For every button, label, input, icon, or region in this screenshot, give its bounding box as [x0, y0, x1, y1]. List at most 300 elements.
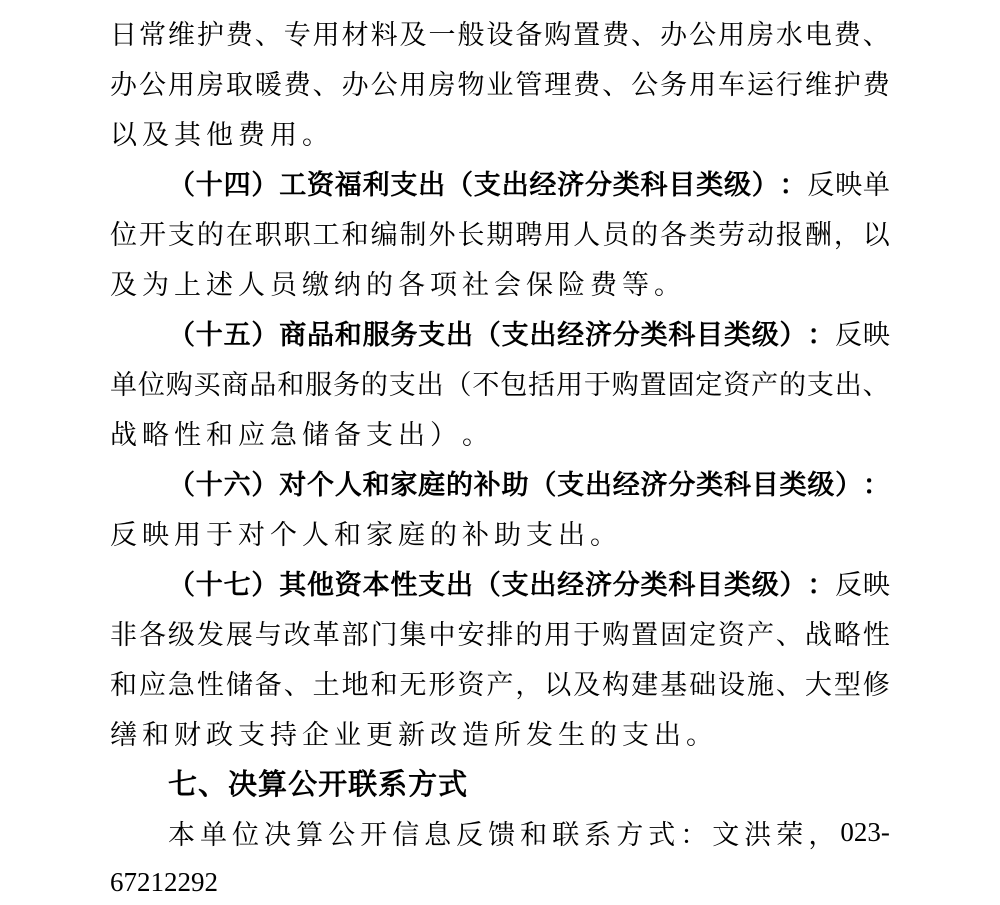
- text-line: [110, 807, 890, 857]
- text-run: 的: [196, 219, 224, 250]
- text-run: 的: [590, 719, 617, 750]
- text-run: 信: [392, 819, 420, 850]
- text-run: 型: [833, 669, 861, 700]
- text-run: 商: [279, 319, 307, 350]
- text-run: 无: [399, 669, 427, 700]
- text-run: 买: [193, 369, 221, 400]
- text-run: 利: [362, 169, 390, 200]
- text-run: 的: [515, 619, 543, 650]
- text-run: 开: [318, 768, 348, 801]
- text-run: 类: [640, 569, 668, 600]
- text-run: 十: [195, 169, 223, 200]
- text-run: 工: [312, 219, 340, 250]
- text-run: 四: [223, 169, 251, 200]
- text-run: 商: [221, 369, 249, 400]
- text-run: 支: [418, 569, 446, 600]
- text-run: 资: [306, 169, 334, 200]
- text-run: 员: [602, 219, 630, 250]
- text-run: ：: [680, 819, 708, 850]
- text-line: [110, 857, 890, 905]
- text-run: 和: [110, 669, 137, 700]
- text-run: 费: [590, 269, 617, 300]
- text-run: 固: [660, 619, 688, 650]
- text-run: 科: [723, 469, 751, 500]
- text-run: 略: [142, 419, 169, 450]
- text-run: 土: [312, 669, 340, 700]
- text-run: 助: [494, 519, 521, 550]
- text-run: 专: [283, 19, 311, 50]
- text-run: 庭: [418, 469, 446, 500]
- text-run: 五: [223, 319, 251, 350]
- text-run: 缮: [110, 719, 137, 750]
- text-run: 资: [457, 669, 485, 700]
- text-run: 补: [462, 519, 489, 550]
- text-run: 支: [806, 369, 834, 400]
- text-run: 出: [501, 169, 529, 200]
- text-run: 反: [456, 819, 484, 850]
- text-run: 和: [277, 369, 305, 400]
- text-run: 一: [428, 19, 456, 50]
- text-run: 急: [270, 419, 297, 450]
- para-item-16-individual-family-subsidy: [110, 457, 890, 557]
- text-run: 储: [225, 669, 253, 700]
- text-run: 所: [494, 719, 521, 750]
- text-run: 位: [110, 219, 137, 250]
- text-run: 日: [110, 19, 137, 50]
- text-run: 集: [399, 619, 427, 650]
- text-run: 出: [416, 369, 444, 400]
- text-run: 护: [196, 19, 224, 50]
- text-run: 、: [198, 768, 228, 801]
- text-run: 材: [341, 19, 369, 50]
- text-run: 定: [695, 369, 723, 400]
- text-run: 业: [486, 69, 514, 100]
- text-run: ：: [807, 319, 835, 350]
- text-run: 67212292: [110, 866, 218, 897]
- text-run: 方: [408, 768, 438, 801]
- text-run: 出: [445, 319, 473, 350]
- text-line: [110, 207, 890, 257]
- text-run: 维: [804, 69, 832, 100]
- text-run: ，: [515, 669, 543, 700]
- text-run: 用: [167, 69, 195, 100]
- text-run: 造: [462, 719, 489, 750]
- text-run: 用: [399, 69, 427, 100]
- text-run: 业: [334, 719, 361, 750]
- text-run: 备: [334, 419, 361, 450]
- text-run: 类: [689, 219, 717, 250]
- text-line: [110, 707, 890, 757]
- text-run: （: [168, 169, 195, 200]
- text-run: 常: [138, 19, 166, 50]
- text-run: 算: [258, 768, 288, 801]
- text-run: 不: [472, 369, 500, 400]
- text-run: 科: [668, 319, 696, 350]
- text-run: 购: [544, 19, 572, 50]
- text-run: 经: [557, 319, 585, 350]
- text-run: 、: [862, 19, 890, 50]
- text-run: 映: [835, 169, 863, 200]
- text-run: 用: [174, 519, 201, 550]
- text-run: 023-: [840, 816, 890, 847]
- text-run: 的: [631, 219, 659, 250]
- text-run: 级: [167, 619, 195, 650]
- text-run: 车: [718, 69, 746, 100]
- text-run: 和: [520, 819, 548, 850]
- text-run: 费: [238, 119, 265, 150]
- text-run: 支: [388, 369, 416, 400]
- text-run: 出: [584, 469, 612, 500]
- text-run: 水: [775, 19, 803, 50]
- text-run: 个: [270, 519, 297, 550]
- text-run: 述: [206, 269, 233, 300]
- text-run: （: [444, 369, 472, 400]
- text-run: 财: [174, 719, 201, 750]
- text-line: [110, 157, 890, 207]
- text-run: 修: [862, 669, 890, 700]
- text-run: 济: [584, 319, 612, 350]
- text-line: [110, 357, 890, 407]
- text-run: 用: [718, 19, 746, 50]
- text-run: 费: [833, 19, 861, 50]
- text-run: 出: [529, 569, 557, 600]
- text-run: 管: [515, 69, 543, 100]
- text-line: [110, 307, 890, 357]
- text-run: 联: [348, 768, 378, 801]
- text-run: 出: [558, 519, 585, 550]
- text-run: 六: [223, 469, 251, 500]
- text-run: 类: [723, 569, 751, 600]
- text-run: 缴: [302, 269, 329, 300]
- text-run: 新: [398, 719, 425, 750]
- text-run: 七: [223, 569, 251, 600]
- text-run: 用: [312, 19, 340, 50]
- text-run: 务: [390, 319, 418, 350]
- text-run: 支: [366, 419, 393, 450]
- text-run: 办: [110, 69, 137, 100]
- text-run: ）: [779, 569, 807, 600]
- text-run: 险: [558, 269, 585, 300]
- text-run: 战: [804, 619, 832, 650]
- text-run: 备: [254, 669, 282, 700]
- text-run: 资: [718, 619, 746, 650]
- text-run: 本: [362, 569, 390, 600]
- text-run: 设: [486, 19, 514, 50]
- text-run: 各: [398, 269, 425, 300]
- text-run: 式: [438, 768, 468, 801]
- text-run: 费: [225, 19, 253, 50]
- text-run: 购: [165, 369, 193, 400]
- text-run: 理: [544, 69, 572, 100]
- text-run: 用: [689, 69, 717, 100]
- text-run: 荣: [776, 819, 804, 850]
- text-run: 决: [228, 768, 258, 801]
- text-run: 分: [612, 319, 640, 350]
- text-run: 形: [428, 669, 456, 700]
- text-run: 持: [270, 719, 297, 750]
- text-run: 工: [279, 169, 307, 200]
- text-run: 经: [529, 169, 557, 200]
- text-run: ）: [430, 419, 457, 450]
- para-daily-expenses-continuation: [110, 7, 890, 157]
- text-line: [110, 757, 890, 807]
- text-run: ：: [779, 169, 807, 200]
- text-run: 略: [833, 619, 861, 650]
- text-run: 洪: [744, 819, 772, 850]
- text-run: 联: [552, 819, 580, 850]
- text-run: 中: [428, 619, 456, 650]
- text-run: 办: [660, 19, 688, 50]
- text-run: 福: [334, 169, 362, 200]
- text-run: 用: [556, 369, 583, 400]
- text-run: 置: [573, 19, 601, 50]
- text-run: 编: [370, 219, 398, 250]
- text-run: 建: [631, 669, 659, 700]
- text-run: 务: [333, 369, 360, 400]
- text-run: 聘: [515, 219, 543, 250]
- text-run: 出: [654, 719, 681, 750]
- text-run: 支: [390, 169, 418, 200]
- text-run: 及: [142, 119, 169, 150]
- text-line: [110, 507, 890, 557]
- text-run: 品: [249, 369, 277, 400]
- text-run: ）: [751, 169, 779, 200]
- text-run: 类: [640, 319, 668, 350]
- text-run: 系: [584, 819, 612, 850]
- text-run: 公: [138, 69, 166, 100]
- text-run: 十: [195, 569, 223, 600]
- text-run: 人: [238, 269, 265, 300]
- text-line: [110, 7, 890, 57]
- text-run: 安: [457, 619, 485, 650]
- text-run: 报: [775, 219, 803, 250]
- text-run: 公: [370, 69, 398, 100]
- text-run: 费: [283, 69, 311, 100]
- text-run: 产: [486, 669, 514, 700]
- text-run: 出: [398, 419, 425, 450]
- text-run: 房: [428, 69, 456, 100]
- text-run: 产: [751, 369, 779, 400]
- text-run: 方: [616, 819, 644, 850]
- text-run: 科: [668, 569, 696, 600]
- text-run: 级: [751, 319, 779, 350]
- text-run: ）: [251, 319, 279, 350]
- text-line: [110, 257, 890, 307]
- text-run: 和: [362, 469, 390, 500]
- text-run: 急: [167, 669, 195, 700]
- text-run: 单: [110, 369, 137, 400]
- text-run: 其: [279, 569, 307, 600]
- text-run: 各: [660, 219, 688, 250]
- text-run: 项: [430, 269, 457, 300]
- text-run: 级: [751, 569, 779, 600]
- text-run: 开: [138, 219, 166, 250]
- text-run: 定: [689, 619, 717, 650]
- text-run: 的: [366, 269, 393, 300]
- text-run: 长: [457, 219, 485, 250]
- text-run: 他: [206, 119, 233, 150]
- text-run: 性: [196, 669, 224, 700]
- text-run: 、: [862, 369, 890, 400]
- text-run: 地: [341, 669, 369, 700]
- text-run: 系: [378, 768, 408, 801]
- text-run: 生: [558, 719, 585, 750]
- text-run: ，: [833, 219, 861, 250]
- text-run: 及: [573, 669, 601, 700]
- text-run: 为: [142, 269, 169, 300]
- text-run: 资: [334, 569, 362, 600]
- text-run: 门: [370, 619, 398, 650]
- text-run: 支: [501, 569, 529, 600]
- text-run: 算: [296, 819, 324, 850]
- text-run: 般: [457, 19, 485, 50]
- text-run: （: [473, 319, 501, 350]
- document-page: [110, 0, 890, 905]
- para-contact-info: [110, 807, 890, 905]
- text-run: 产: [746, 619, 774, 650]
- text-run: 公: [631, 69, 659, 100]
- text-run: 房: [746, 19, 774, 50]
- text-run: 的: [779, 369, 806, 400]
- text-run: 电: [804, 19, 832, 50]
- text-run: 期: [486, 219, 514, 250]
- text-run: （: [445, 169, 473, 200]
- text-run: 置: [631, 619, 659, 650]
- text-run: 分: [612, 569, 640, 600]
- text-run: 部: [341, 619, 369, 650]
- text-run: 制: [399, 219, 427, 250]
- heading-section-7-contact: [110, 757, 890, 807]
- text-run: 庭: [398, 519, 425, 550]
- text-line: [110, 557, 890, 607]
- text-run: 发: [196, 619, 224, 650]
- text-run: 。: [590, 519, 617, 550]
- text-run: 用: [270, 119, 297, 150]
- text-run: 支: [167, 219, 195, 250]
- text-run: ：: [807, 569, 835, 600]
- text-run: 大: [804, 669, 832, 700]
- text-run: 支: [526, 519, 553, 550]
- text-run: 他: [306, 569, 334, 600]
- text-run: 的: [360, 369, 388, 400]
- text-run: 、: [283, 669, 311, 700]
- text-run: 于: [573, 619, 601, 650]
- text-run: 的: [430, 519, 457, 550]
- text-run: 。: [654, 269, 681, 300]
- text-run: 类: [696, 169, 724, 200]
- text-run: 用: [544, 219, 572, 250]
- text-run: 和: [142, 719, 169, 750]
- text-run: （: [168, 469, 195, 500]
- text-run: 分: [584, 169, 612, 200]
- text-run: 支: [622, 719, 649, 750]
- text-run: 支: [557, 469, 585, 500]
- text-run: 七: [168, 768, 198, 801]
- text-run: 和: [334, 319, 362, 350]
- text-run: 公: [328, 819, 356, 850]
- text-run: 置: [639, 369, 667, 400]
- text-run: 房: [196, 69, 224, 100]
- text-run: 类: [696, 469, 724, 500]
- text-run: 购: [602, 619, 630, 650]
- text-run: 映: [142, 519, 169, 550]
- text-line: [110, 107, 890, 157]
- text-run: 式: [648, 819, 676, 850]
- text-run: （: [168, 569, 195, 600]
- text-run: 映: [862, 319, 890, 350]
- text-run: 对: [279, 469, 307, 500]
- text-run: 出: [834, 369, 862, 400]
- text-run: ）: [251, 169, 279, 200]
- text-run: 企: [302, 719, 329, 750]
- text-run: 、: [775, 619, 803, 650]
- text-run: 资: [723, 369, 751, 400]
- text-run: 更: [366, 719, 393, 750]
- text-run: 和: [334, 519, 361, 550]
- text-run: 与: [254, 619, 282, 650]
- text-run: 于: [583, 369, 611, 400]
- text-run: 等: [622, 269, 649, 300]
- text-line: [110, 57, 890, 107]
- text-run: ）: [835, 469, 863, 500]
- text-run: （: [473, 569, 501, 600]
- text-run: 应: [138, 669, 166, 700]
- text-run: 品: [306, 319, 334, 350]
- text-run: 补: [473, 469, 501, 500]
- text-run: 、: [602, 69, 630, 100]
- text-run: 。: [686, 719, 713, 750]
- text-run: 支: [473, 169, 501, 200]
- text-run: 单: [862, 169, 890, 200]
- text-run: 务: [660, 69, 688, 100]
- text-run: 性: [390, 569, 418, 600]
- text-run: 改: [430, 719, 457, 750]
- text-run: 家: [390, 469, 418, 500]
- text-run: ，: [808, 819, 836, 850]
- text-run: 类: [723, 319, 751, 350]
- text-run: 展: [225, 619, 253, 650]
- text-run: 济: [584, 569, 612, 600]
- text-run: 纳: [334, 269, 361, 300]
- text-run: 反: [807, 169, 835, 200]
- text-run: 暖: [254, 69, 282, 100]
- text-run: 性: [862, 619, 890, 650]
- text-run: 家: [366, 519, 393, 550]
- text-run: 人: [334, 469, 362, 500]
- text-run: 排: [486, 619, 514, 650]
- text-run: 级: [807, 469, 835, 500]
- text-run: 构: [602, 669, 630, 700]
- text-run: 会: [494, 269, 521, 300]
- text-run: 动: [746, 219, 774, 250]
- text-run: 以: [862, 219, 890, 250]
- text-run: 发: [526, 719, 553, 750]
- text-run: 位: [232, 819, 260, 850]
- text-run: 出: [418, 169, 446, 200]
- text-run: （: [168, 319, 195, 350]
- text-run: 十: [195, 319, 223, 350]
- text-run: 息: [424, 819, 452, 850]
- text-run: （: [529, 469, 557, 500]
- text-run: 服: [305, 369, 333, 400]
- text-run: 反: [835, 569, 863, 600]
- text-run: 决: [264, 819, 292, 850]
- text-run: 职: [283, 219, 311, 250]
- text-run: 文: [712, 819, 740, 850]
- text-run: 包: [500, 369, 528, 400]
- text-run: 出: [445, 569, 473, 600]
- text-run: 目: [668, 169, 696, 200]
